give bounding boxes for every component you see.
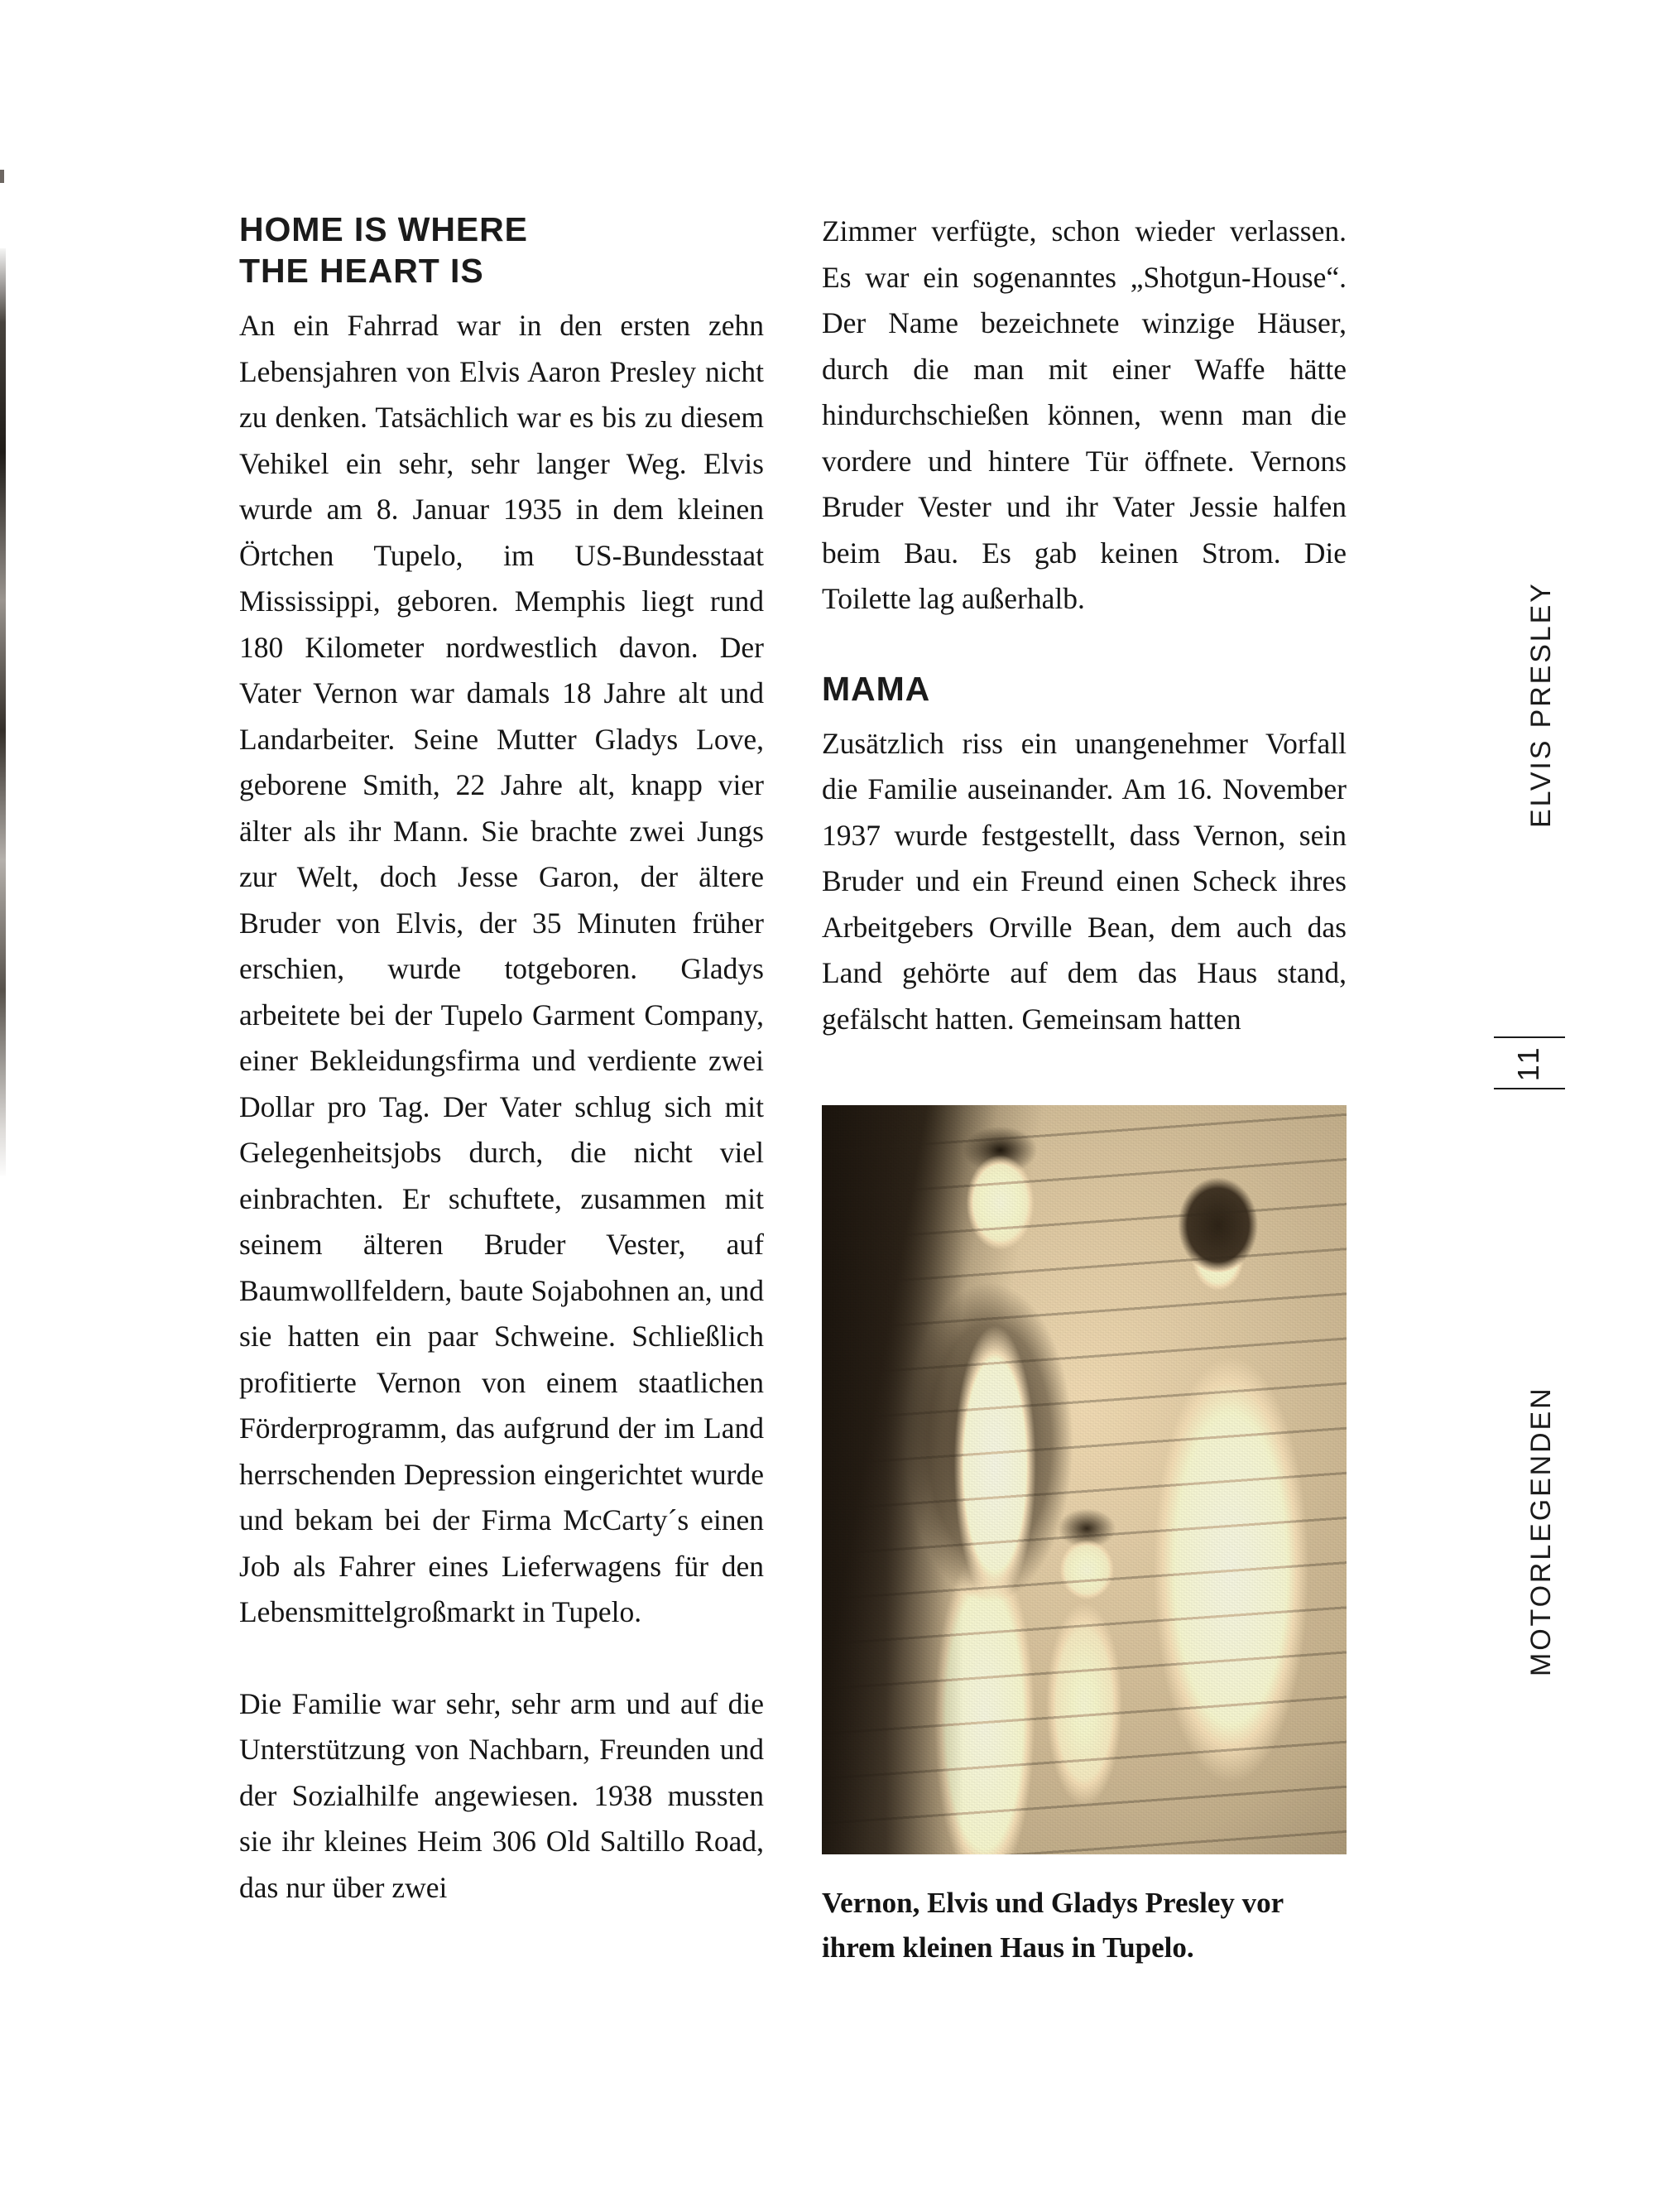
article-heading	[239, 209, 764, 291]
scan-edge-artifact	[0, 248, 6, 1176]
paragraph: Die Familie war sehr, sehr arm und auf die Unterstützung von Nachbarn, Freunden und der Sozialhilfe angewiesen. 1938 mussten sie ihr kleines Heim 306 Old Saltillo Road, das nur über zwei	[239, 1686, 764, 1904]
photograph-grain-overlay	[822, 1105, 1347, 1854]
folio	[1494, 1036, 1565, 1089]
figure-caption: Vernon, Elvis und Gladys Presley vor ihrem kleinen Haus in Tupelo.	[822, 1887, 1284, 1964]
paragraph: Zimmer verfügte, schon wieder verlassen. Es war ein sogenanntes „Shotgun-House“. Der Name bezeichnete winzige Häuser, durch die man mit einer Waffe hätte hindurchschießen können, wenn man die vordere und hintere Tür öffnete. Vernons Bruder Vester und ihr Vater Jessie halfen beim Bau. Es gab keinen Strom. Die Toilette lag außerhalb.	[822, 214, 1347, 615]
article-heading-line-1: HOME IS WHERE	[239, 210, 528, 248]
running-head-book-title: ELVIS PRESLEY	[1525, 581, 1557, 828]
left-text-column	[239, 209, 764, 1911]
running-head-series: MOTORLEGENDEN	[1525, 1386, 1557, 1676]
family-photograph	[822, 1105, 1347, 1854]
scan-edge-artifact-top	[0, 170, 4, 183]
right-text-column	[822, 209, 1347, 1042]
paragraph: An ein Fahrrad war in den ersten zehn Lebensjahren von Elvis Aaron Presley nicht zu denken. Tatsächlich war es bis zu diesem Vehikel ein sehr, sehr langer Weg. Elvis wurde am 8. Januar 1935 in dem kleinen Örtchen Tupelo, im US-Bundesstaat Mississippi, geboren. Memphis liegt rund 180 Kilometer nordwestlich davon. Der Vater Vernon war damals 18 Jahre alt und Landarbeiter. Seine Mutter Gladys Love, geborene Smith, 22 Jahre alt, knapp vier älter als ihr Mann. Sie brachte zwei Jungs zur Welt, doch Jesse Garon, der ältere Bruder von Elvis, der 35 Minuten früher erschien, wurde totgeboren. Gladys arbeitete bei der Tupelo Garment Company, einer Bekleidungsfirma und verdiente zwei Dollar pro Tag. Der Vater schlug sich mit Gelegenheitsjobs durch, die nicht viel einbrachten. Er schuftete, zusammen mit seinem älteren Bruder Vester, auf Baumwollfeldern, baute Sojabohnen an, und sie hatten ein paar Schweine. Schließlich profitierte Vernon von einem staatlichen Förderprogramm, das aufgrund der im Land herrschenden Depression eingerichtet wurde und bekam bei der Firma McCarty´s einen Job als Fahrer eines Lieferwagens für den Lebensmittelgroßmarkt in Tupelo.	[239, 309, 764, 1629]
page-number: 11	[1511, 1044, 1545, 1082]
paragraph: Zusätzlich riss ein unangenehmer Vorfall die Familie auseinander. Am 16. November 1937 wurde festgestellt, dass Vernon, sein Bruder und ein Freund einen Scheck ihres Arbeitgebers Orville Bean, dem auch das Land gehörte auf dem das Haus stand, gefälscht hatten. Gemeinsam hatten	[822, 726, 1347, 1036]
article-heading-line-2: THE HEART IS	[239, 252, 484, 291]
section-subheading-mama: MAMA	[822, 669, 931, 708]
